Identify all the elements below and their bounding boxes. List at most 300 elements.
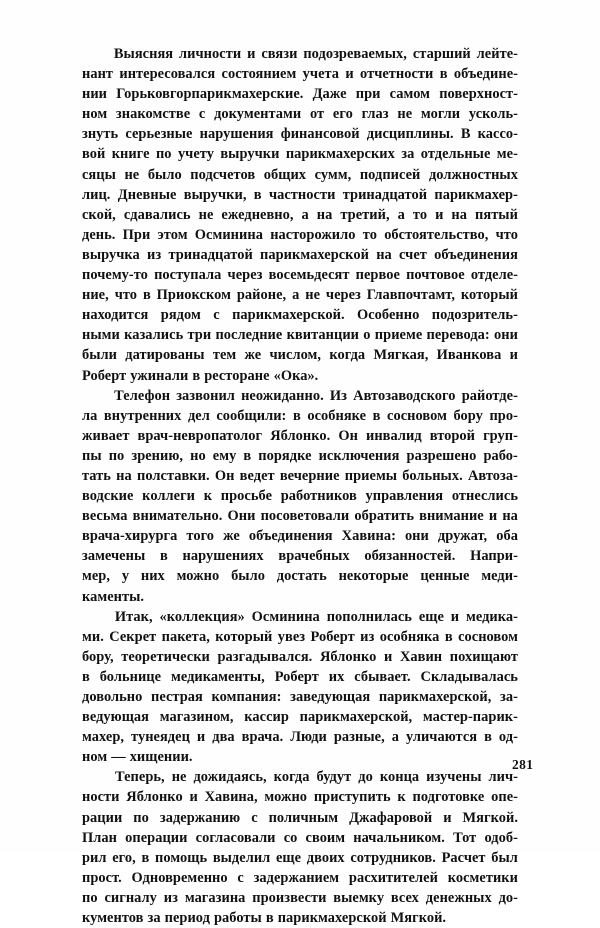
word: день. xyxy=(82,226,116,243)
word: рил xyxy=(82,849,107,866)
text-line xyxy=(82,124,518,144)
word: приемы xyxy=(344,467,398,484)
word: Главпочтамт, xyxy=(366,287,455,304)
word: Роберт xyxy=(82,367,127,384)
word: почтовое xyxy=(406,267,465,284)
word: инвалид xyxy=(366,427,422,444)
word: частности xyxy=(268,186,336,203)
word: почему-то xyxy=(82,267,148,284)
text-line xyxy=(82,848,518,868)
word: опе- xyxy=(491,789,518,806)
word: парикмахерской, xyxy=(299,709,413,726)
word: врача-хирурга xyxy=(82,528,178,545)
word: за xyxy=(401,146,415,163)
word: старший xyxy=(412,46,471,62)
word: Он xyxy=(338,427,358,444)
word: косметики xyxy=(447,869,518,886)
text-line xyxy=(82,868,518,888)
word: в xyxy=(439,66,448,83)
word: врачебных xyxy=(278,548,350,565)
paragraph xyxy=(82,767,518,928)
word: работы xyxy=(214,910,262,927)
word: они xyxy=(404,528,429,545)
word: объедине- xyxy=(453,66,518,83)
word: магазина xyxy=(184,889,246,906)
word: же xyxy=(244,347,262,364)
word: про- xyxy=(489,407,518,424)
word: нарушения xyxy=(199,126,274,143)
word: еще xyxy=(276,849,302,866)
word: они xyxy=(494,327,518,344)
word: Автоза- xyxy=(467,467,518,484)
word: того xyxy=(186,528,215,545)
word: ном xyxy=(82,106,108,123)
word: по xyxy=(133,809,149,826)
word: Яблонко xyxy=(126,789,183,806)
word: в xyxy=(82,668,90,685)
word: задержанию xyxy=(159,809,241,826)
word: отделе- xyxy=(470,267,518,284)
word: могли xyxy=(420,106,461,123)
word: махер, xyxy=(82,729,125,746)
word: подписей xyxy=(359,166,421,183)
word: отчетности xyxy=(360,66,434,83)
word: ему xyxy=(212,447,237,464)
word: ла xyxy=(82,407,98,424)
word: квитанции xyxy=(286,327,360,344)
word: обстоятельство, xyxy=(384,226,489,243)
word: на xyxy=(451,206,468,223)
word: был xyxy=(491,849,518,866)
word: знуть xyxy=(82,126,119,143)
word: Расчет xyxy=(441,849,486,866)
word: состоянием xyxy=(221,66,297,83)
word: райотде- xyxy=(461,387,518,404)
word: операции xyxy=(125,829,188,846)
word: сигналу xyxy=(104,889,157,906)
text-line xyxy=(82,787,518,807)
word: Теперь, xyxy=(115,769,165,786)
page-number: 281 xyxy=(512,757,534,772)
text-line xyxy=(82,687,518,707)
word: в xyxy=(141,849,150,866)
text-line xyxy=(82,707,518,727)
word: кассир xyxy=(244,709,289,726)
word: выручка xyxy=(82,246,140,263)
word: рядом xyxy=(160,307,201,324)
word: должностных xyxy=(428,166,518,183)
word: за- xyxy=(500,689,518,705)
word: подсчетов xyxy=(190,166,256,183)
word: коллеги xyxy=(142,488,195,505)
word: с xyxy=(213,307,220,324)
word: управления xyxy=(365,488,444,505)
word: не xyxy=(305,287,321,304)
word: ности xyxy=(82,789,120,806)
text-line xyxy=(82,144,518,164)
word: ресторане xyxy=(204,367,270,384)
word: пакета, xyxy=(161,628,210,645)
text-line xyxy=(82,506,518,526)
word: «коллекция» xyxy=(159,608,245,625)
word: Тот xyxy=(453,829,477,846)
word: Люди xyxy=(290,729,327,746)
word: период xyxy=(164,910,210,927)
word: вечерние xyxy=(279,467,340,484)
word: лич- xyxy=(488,769,518,786)
text-line xyxy=(82,607,518,627)
word: объединения xyxy=(248,528,333,545)
word: сообщили: xyxy=(216,407,287,424)
word: Особенно xyxy=(357,307,420,324)
word: второй xyxy=(429,427,476,444)
word: документами xyxy=(214,106,302,123)
word: В xyxy=(460,126,471,143)
text-line xyxy=(82,265,518,285)
word: рации xyxy=(82,809,123,826)
word: и xyxy=(345,66,354,83)
word: счет xyxy=(399,246,427,263)
word: который xyxy=(215,628,273,645)
word: Приокском xyxy=(156,287,231,304)
word: лиц. xyxy=(82,186,111,203)
word: Яблонко xyxy=(319,648,377,665)
text-line xyxy=(82,426,518,446)
word: подготовке xyxy=(412,789,485,806)
text-line xyxy=(82,627,518,647)
text-line xyxy=(82,587,518,607)
word: не xyxy=(198,206,214,223)
word: последние xyxy=(215,327,283,344)
word: выемку xyxy=(333,889,385,906)
word: уличаются xyxy=(405,729,478,746)
word: приступить xyxy=(313,789,391,806)
word: хищении. xyxy=(129,749,193,766)
word: просьбе xyxy=(220,488,273,505)
word: пестрая xyxy=(151,689,203,705)
word: и xyxy=(196,729,206,746)
word: бору, xyxy=(82,648,114,665)
word: и xyxy=(383,648,393,665)
word: магазином, xyxy=(159,709,234,726)
word: в xyxy=(192,367,201,384)
word: пы xyxy=(82,447,102,464)
word: два xyxy=(212,729,235,746)
word: разгадывался. xyxy=(217,648,313,665)
word: через xyxy=(227,267,263,284)
word: Мягкой. xyxy=(462,809,518,826)
word: них xyxy=(140,568,165,585)
word: отдельные xyxy=(420,146,491,163)
word: врач-невропатолог xyxy=(137,427,263,444)
word: помощь xyxy=(155,849,208,866)
word: некоторые xyxy=(338,568,409,585)
word: его xyxy=(332,106,353,123)
text-line xyxy=(82,165,518,185)
word: восемьдесят xyxy=(268,267,350,284)
word: конца xyxy=(379,769,420,786)
indent-spacer xyxy=(82,767,108,787)
word: оба xyxy=(496,528,518,545)
word: медика- xyxy=(466,608,518,625)
word: работников xyxy=(280,488,357,505)
indent-spacer xyxy=(82,607,108,627)
word: поличным xyxy=(268,809,339,826)
word: теоретически xyxy=(121,648,210,665)
text-line xyxy=(82,566,518,586)
word: тунеядец xyxy=(131,729,190,746)
word: разные, xyxy=(333,729,385,746)
word: поступала xyxy=(154,267,222,284)
word: и xyxy=(450,608,460,625)
text-line xyxy=(82,64,518,84)
word: произвести xyxy=(252,889,327,906)
word: в xyxy=(142,287,151,304)
word: План xyxy=(82,829,117,846)
text-line xyxy=(82,526,518,546)
word: посоветовали xyxy=(260,508,350,525)
word: ужинали xyxy=(130,367,189,384)
text-line xyxy=(82,285,518,305)
word: выделил xyxy=(212,849,271,866)
word: районе, xyxy=(236,287,287,304)
word: груп- xyxy=(483,427,518,444)
word: Они xyxy=(227,508,256,525)
word: сбывает. xyxy=(354,668,411,685)
word: Выясняя xyxy=(113,46,174,62)
word: полставки. xyxy=(136,467,210,484)
text-line xyxy=(82,486,518,506)
word: достать xyxy=(276,568,327,585)
word: учету xyxy=(177,146,214,163)
indent-spacer xyxy=(82,386,108,406)
word: Он xyxy=(214,467,235,484)
word: Телефон xyxy=(114,387,171,404)
paragraph xyxy=(82,44,518,386)
word: ведующая xyxy=(82,709,149,726)
word: сосновом xyxy=(458,628,518,645)
word: и xyxy=(509,347,518,364)
word: от xyxy=(309,106,325,123)
word: зрению, xyxy=(131,447,184,464)
word: серьезные xyxy=(125,126,193,143)
text-line xyxy=(82,245,518,265)
word: нант xyxy=(82,66,114,83)
word: на xyxy=(376,246,392,263)
word: можно xyxy=(176,568,220,585)
text-line xyxy=(82,185,518,205)
word: и xyxy=(443,809,452,826)
word: пополнилась xyxy=(326,608,412,625)
page-text-column xyxy=(82,44,518,928)
word: похищают xyxy=(449,648,518,665)
word: дожидаясь, xyxy=(193,769,267,786)
word: Горьковгорпарикмахерские. xyxy=(116,86,304,103)
word: не xyxy=(124,166,140,183)
word: денежных xyxy=(425,889,492,906)
text-line xyxy=(82,828,518,848)
word: насторожило xyxy=(270,226,356,243)
word: парикмахерской xyxy=(260,246,369,263)
word: подозритель- xyxy=(431,307,518,324)
word: но xyxy=(190,447,206,464)
text-line xyxy=(82,647,518,667)
word: с xyxy=(198,106,206,123)
word: мер, xyxy=(82,568,110,585)
word: а xyxy=(397,206,405,223)
word: Хавина, xyxy=(204,789,258,806)
word: ежедневно, xyxy=(221,206,294,223)
word: сумм, xyxy=(314,166,352,183)
word: нии xyxy=(82,86,108,103)
word: дружат, xyxy=(437,528,488,545)
word: на xyxy=(116,467,132,484)
word: живает xyxy=(82,427,130,444)
word: ние, xyxy=(82,287,109,304)
word: сотрудников. xyxy=(350,849,436,866)
word: и xyxy=(247,46,256,62)
word: медикаменты, xyxy=(170,668,265,685)
word: вой xyxy=(82,146,106,163)
word: водские xyxy=(82,488,134,505)
word: тать xyxy=(82,467,111,484)
text-line xyxy=(82,325,518,345)
word: Мягкая, xyxy=(373,347,429,364)
word: одоб- xyxy=(484,829,518,846)
indent-spacer xyxy=(82,44,108,64)
word: выручки, xyxy=(183,186,247,203)
word: связи xyxy=(261,46,298,62)
word: а xyxy=(301,206,309,223)
word: до xyxy=(358,769,373,786)
word: рабо- xyxy=(483,447,518,464)
word: из xyxy=(360,628,375,645)
word: то xyxy=(362,226,377,243)
word: у xyxy=(121,568,130,585)
text-line xyxy=(82,345,518,365)
word: за xyxy=(147,910,161,927)
word: задержанием xyxy=(253,869,340,886)
word: не xyxy=(397,106,413,123)
word: Автозаводского xyxy=(353,387,456,404)
word: согласовали xyxy=(195,829,276,846)
word: в xyxy=(484,729,492,746)
word: неожиданно. xyxy=(241,387,324,404)
word: а xyxy=(292,287,300,304)
text-line xyxy=(82,44,518,64)
word: Дневные xyxy=(117,186,177,203)
word: в xyxy=(444,628,453,645)
word: который xyxy=(460,287,518,304)
word: меди- xyxy=(481,568,518,585)
word: Иванкова xyxy=(436,347,502,364)
word: Джафаровой xyxy=(349,809,433,826)
word: самом xyxy=(389,86,431,103)
word: к xyxy=(203,488,213,505)
word: особняке xyxy=(307,407,367,424)
word: финансовой xyxy=(280,126,360,143)
text-line xyxy=(82,767,518,787)
word: весьма xyxy=(82,508,128,525)
text-line xyxy=(82,546,518,566)
word: в xyxy=(265,910,274,927)
word: то xyxy=(412,206,428,223)
word: внимание xyxy=(419,508,484,525)
word: выручки xyxy=(220,146,280,163)
word: ными xyxy=(82,327,120,344)
text-line xyxy=(82,446,518,466)
text-line xyxy=(82,366,518,386)
word: нарушениях xyxy=(182,548,264,565)
word: врача. xyxy=(241,729,284,746)
word: со xyxy=(283,829,298,846)
word: числом, xyxy=(269,347,322,364)
text-line xyxy=(82,747,518,767)
word: Напри- xyxy=(470,548,518,565)
word: При xyxy=(122,226,151,243)
word: книге xyxy=(111,146,150,163)
word: по xyxy=(82,889,98,906)
word: были xyxy=(82,347,117,364)
word: поверхност- xyxy=(439,86,518,103)
word: в xyxy=(292,407,301,424)
word: ном xyxy=(82,749,108,766)
word: тринадцатой xyxy=(342,186,428,203)
word: тринадцатой xyxy=(168,246,253,263)
word: и xyxy=(488,508,498,525)
word: же xyxy=(223,528,240,545)
word: Складывалась xyxy=(420,668,518,685)
word: увез xyxy=(277,628,306,645)
word: объединения xyxy=(434,246,518,263)
word: этом xyxy=(157,226,188,243)
word: тем xyxy=(212,347,237,364)
word: когда xyxy=(273,769,310,786)
text-line xyxy=(82,466,518,486)
word: исключения xyxy=(318,447,400,464)
word: внимательно. xyxy=(132,508,223,525)
word: отнеслись xyxy=(451,488,518,505)
word: не xyxy=(171,769,187,786)
text-line xyxy=(82,667,518,687)
text-line xyxy=(82,205,518,225)
word: из xyxy=(147,246,162,263)
text-line xyxy=(82,727,518,747)
word: из xyxy=(163,889,178,906)
word: обратить xyxy=(354,508,414,525)
text-line xyxy=(82,225,518,245)
word: еще xyxy=(418,608,444,625)
word: парикмахер- xyxy=(434,186,518,203)
word: третий, xyxy=(340,206,390,223)
word: зазвонил xyxy=(176,387,235,404)
word: через xyxy=(325,287,361,304)
word: приеме xyxy=(374,327,423,344)
word: в xyxy=(372,407,381,424)
word: и xyxy=(189,789,198,806)
word: заведующая xyxy=(290,689,371,705)
word: всех xyxy=(390,889,419,906)
word: Роберт xyxy=(310,628,355,645)
word: больных. xyxy=(402,467,463,484)
word: их xyxy=(328,668,345,685)
word: знакомстве xyxy=(115,106,191,123)
word: дисциплины. xyxy=(366,126,454,143)
word: довольно xyxy=(82,689,143,705)
text-line xyxy=(82,305,518,325)
word: прост. xyxy=(82,869,122,886)
text-line xyxy=(82,406,518,426)
